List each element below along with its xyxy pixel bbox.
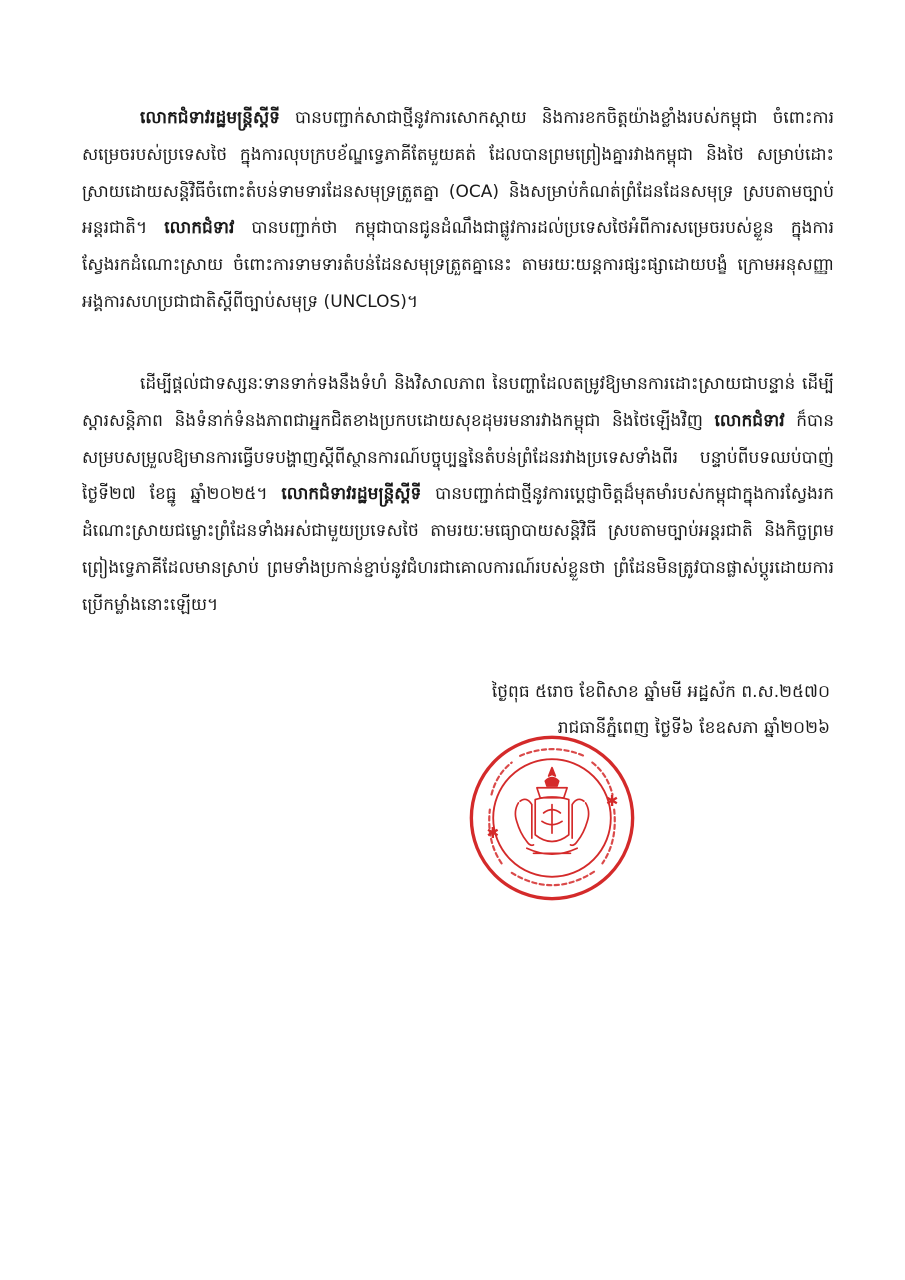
minister-title-bold: លោកជំទាវរដ្ឋមន្ត្រីស្តីទី	[281, 484, 422, 505]
madam-title-bold: លោកជំទាវ	[164, 218, 235, 239]
official-seal-stamp	[468, 734, 636, 902]
statement-paragraph-2	[82, 366, 834, 624]
place-and-date: រាជធានីភ្នំពេញ ថ្ងៃទី៦ ខែឧសភា ឆ្នាំ២០២៦	[557, 718, 830, 738]
statement-paragraph-1	[82, 100, 834, 321]
seal-star-right-glyph: ✱	[605, 792, 619, 811]
paragraph-2-text-b: ក៏បានសម្របសម្រួលឱ្យមានការធ្វើបទបង្ហាញស្តីពីស្ថានការណ៍បច្ចុប្បន្ននៃតំបន់ព្រំដែនរវាងប្រទេសទាំងពីរ បន្ទាប់ពីបទឈប់បាញ់ថ្ងៃទី២៧ ខែធ្នូ ឆ្នាំ២០២៥។	[82, 410, 835, 505]
seal-star-left-glyph: ✱	[486, 824, 500, 843]
royal-emblem-icon	[515, 768, 588, 855]
lunar-date: ថ្ងៃពុធ ៥រោច ខែពិសាខ ឆ្នាំមមី អដ្ឋស័ក ព.ស.២៥៧០	[491, 682, 830, 702]
paragraph-2-text-c: បានបញ្ជាក់ជាថ្មីនូវការប្តេជ្ញាចិត្តដ៏មុតមាំរបស់កម្ពុជាក្នុងការស្វែងរកដំណោះស្រាយជម្លោះព្រំដែនទាំងអស់ជាមួយប្រទេសថៃ តាមរយៈមធ្យោបាយសន្តិវិធី ស្របតាមច្បាប់អន្តរជាតិ និងកិច្ចព្រមព្រៀងទ្វេភាគីដែលមានស្រាប់ ព្រមទាំងប្រកាន់ខ្ជាប់នូវជំហរជាគោលការណ៍របស់ខ្លួនថា ព្រំដែនមិនត្រូវបានផ្លាស់ប្តូរដោយការប្រើកម្លាំងនោះឡើយ។	[82, 484, 835, 615]
paragraph-1-text-a: បានបញ្ជាក់សាជាថ្មីនូវការសោកស្តាយ និងការខកចិត្តយ៉ាងខ្លាំងរបស់កម្ពុជា ចំពោះការសម្រេចរបស់ប្រទេសថៃ ក្នុងការលុបក្របខ័ណ្ឌទ្វេភាគីតែមួយគត់ ដែលបានព្រមព្រៀងគ្នារវាងកម្ពុជា និងថៃ សម្រាប់ដោះស្រាយដោយសន្តិវិធីចំពោះតំបន់ទាមទារដែនសមុទ្រត្រួតគ្នា (OCA) និងសម្រាប់កំណត់ព្រំដែនដែនសមុទ្រ ស្របតាមច្បាប់អន្តរជាតិ។	[82, 108, 834, 239]
madam-title-bold: លោកជំទាវ	[714, 410, 785, 431]
paragraph-2-text-a: ដើម្បីផ្តល់ជាទស្សនៈទានទាក់ទងនឹងទំហំ និងវិសាលភាព នៃបញ្ហាដែលតម្រូវឱ្យមានការដោះស្រាយជាបន្ទាន់ ដើម្បីស្តារសន្តិភាព និងទំនាក់ទំនងភាពជាអ្នកជិតខាងប្រកបដោយសុខដុមរមនារវាងកម្ពុជា និងថៃឡើងវិញ	[82, 374, 834, 431]
minister-title-bold: លោកជំទាវរដ្ឋមន្ត្រីស្តីទី	[140, 108, 280, 128]
paragraph-1-text-b: បានបញ្ជាក់ថា កម្ពុជាបានជូនដំណឹងជាផ្លូវការដល់ប្រទេសថៃអំពីការសម្រេចរបស់ខ្លួន ក្នុងការស្វែងរកដំណោះស្រាយ ចំពោះការទាមទារតំបន់ដែនសមុទ្រត្រួតគ្នានេះ តាមរយៈយន្តការផ្សះផ្សាដោយបង្ខំ ក្រោមអនុសញ្ញាអង្គការសហប្រជាជាតិស្តីពីច្បាប់សមុទ្រ (UNCLOS)។	[82, 218, 835, 312]
